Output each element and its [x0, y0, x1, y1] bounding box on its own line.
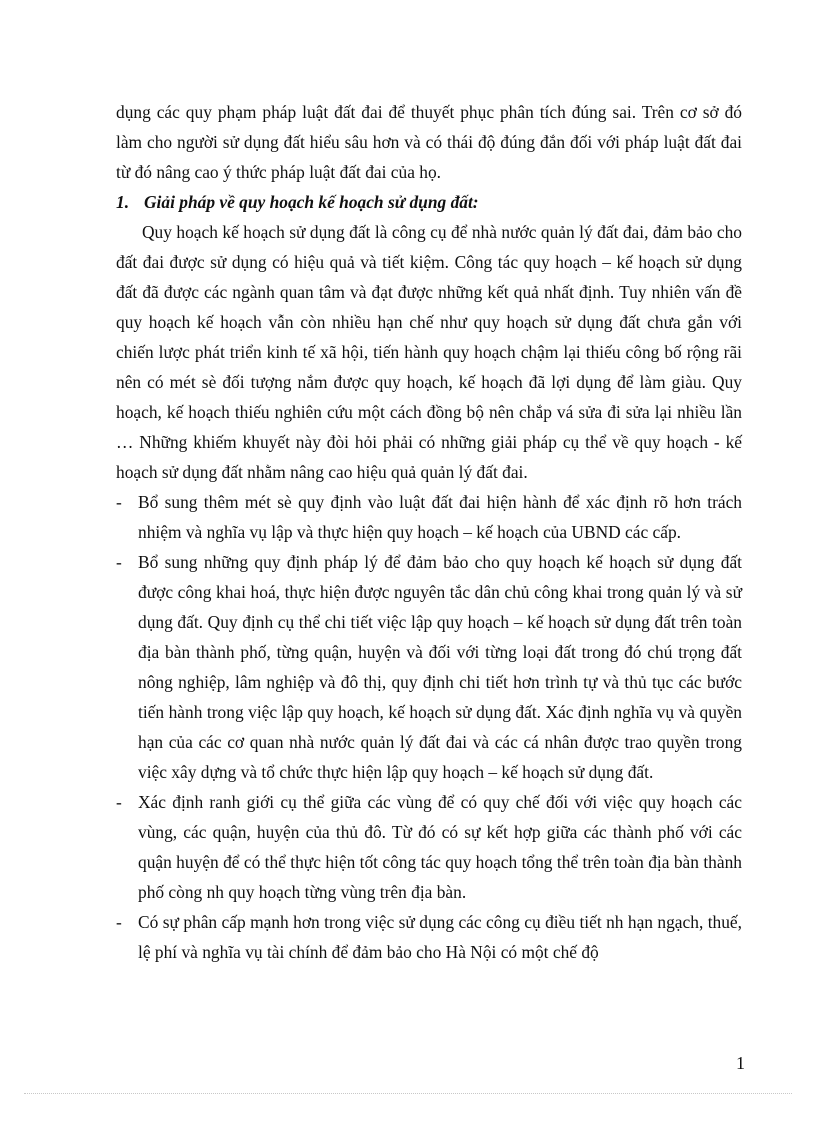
section-heading: [116, 187, 742, 217]
page-number: 1: [736, 1053, 745, 1073]
body-paragraph: Quy hoạch kế hoạch sử dụng đất là công cụ để nhà nước quản lý đất đai, đảm bảo cho đất đai được sử dụng có hiệu quả và tiết kiệm. Công tác quy hoạch – kế hoạch sử dụng đất đã được các ngành quan tâm và đạt được những kết quả nhất định. Tuy nhiên vấn đề quy hoạch kế hoạch vẫn còn nhiều hạn chế như quy hoạch sử dụng đất chưa gắn với chiến lược phát triển kinh tế xã hội, tiến hành quy hoạch chậm lại thiếu công bố rộng rãi nên có mét sè đối tượng nắm được quy hoạch, kế hoạch đã lợi dụng để làm giàu. Quy hoạch, kế hoạch thiếu nghiên cứu một cách đồng bộ nên chắp vá sửa đi sửa lại nhiều lần … Những khiếm khuyết này đòi hỏi phải có những giải pháp cụ thể về quy hoạch - kế hoạch sử dụng đất nhằm nâng cao hiệu quả quản lý đất đai.: [116, 222, 742, 482]
bullet-marker: -: [116, 492, 122, 512]
bullet-item: [116, 787, 742, 907]
bullet-text: Bổ sung những quy định pháp lý để đảm bảo cho quy hoạch kế hoạch sử dụng đất được công khai hoá, thực hiện được nguyên tắc dân chủ công khai trong quản lý và sử dụng đất. Quy định cụ thể chi tiết việc lập quy hoạch – kế hoạch sử dụng đất trên toàn địa bàn thành phố, từng quận, huyện và đối với từng loại đất trong đó chú trọng đất nông nghiệp, lâm nghiệp và đô thị, quy định chi tiết hơn trình tự và thủ tục các bước tiến hành trong việc lập quy hoạch, kế hoạch sử dụng đất. Xác định nghĩa vụ và quyền hạn của các cơ quan nhà nước quản lý đất đai và các cá nhân được trao quyền trong việc xây dựng và tổ chức thực hiện lập quy hoạch – kế hoạch sử dụng đất.: [138, 552, 742, 782]
bullet-marker: -: [116, 552, 122, 572]
bullet-marker: -: [116, 792, 122, 812]
section-number: 1.: [116, 192, 130, 212]
page-bottom-divider: [24, 1093, 792, 1094]
document-body: [116, 97, 742, 967]
bullet-item: [116, 907, 742, 967]
bullet-marker: -: [116, 912, 122, 932]
section-title: Giải pháp về quy hoạch kế hoạch sử dụng đất:: [144, 192, 479, 212]
bullet-text: Có sự phân cấp mạnh hơn trong việc sử dụng các công cụ điều tiết nh hạn ngạch, thuế, lệ phí và nghĩa vụ tài chính để đảm bảo cho Hà Nội có một chế độ: [138, 912, 742, 962]
intro-paragraph: dụng các quy phạm pháp luật đất đai để thuyết phục phân tích đúng sai. Trên cơ sở đó làm cho người sử dụng đất hiểu sâu hơn và có thái độ đúng đắn đối với pháp luật đất đai từ đó nâng cao ý thức pháp luật đất đai của họ.: [116, 102, 742, 182]
bullet-item: [116, 547, 742, 787]
bullet-item: [116, 487, 742, 547]
bullet-text: Xác định ranh giới cụ thể giữa các vùng để có quy chế đối với việc quy hoạch các vùng, các quận, huyện của thủ đô. Từ đó có sự kết hợp giữa các thành phố với các quận huyện để có thể thực hiện tốt công tác quy hoạch tổng thể trên toàn địa bàn thành phố còng nh quy hoạch từng vùng trên địa bàn.: [138, 792, 742, 902]
bullet-text: Bổ sung thêm mét sè quy định vào luật đất đai hiện hành để xác định rõ hơn trách nhiệm và nghĩa vụ lập và thực hiện quy hoạch – kế hoạch của UBND các cấp.: [138, 492, 742, 542]
